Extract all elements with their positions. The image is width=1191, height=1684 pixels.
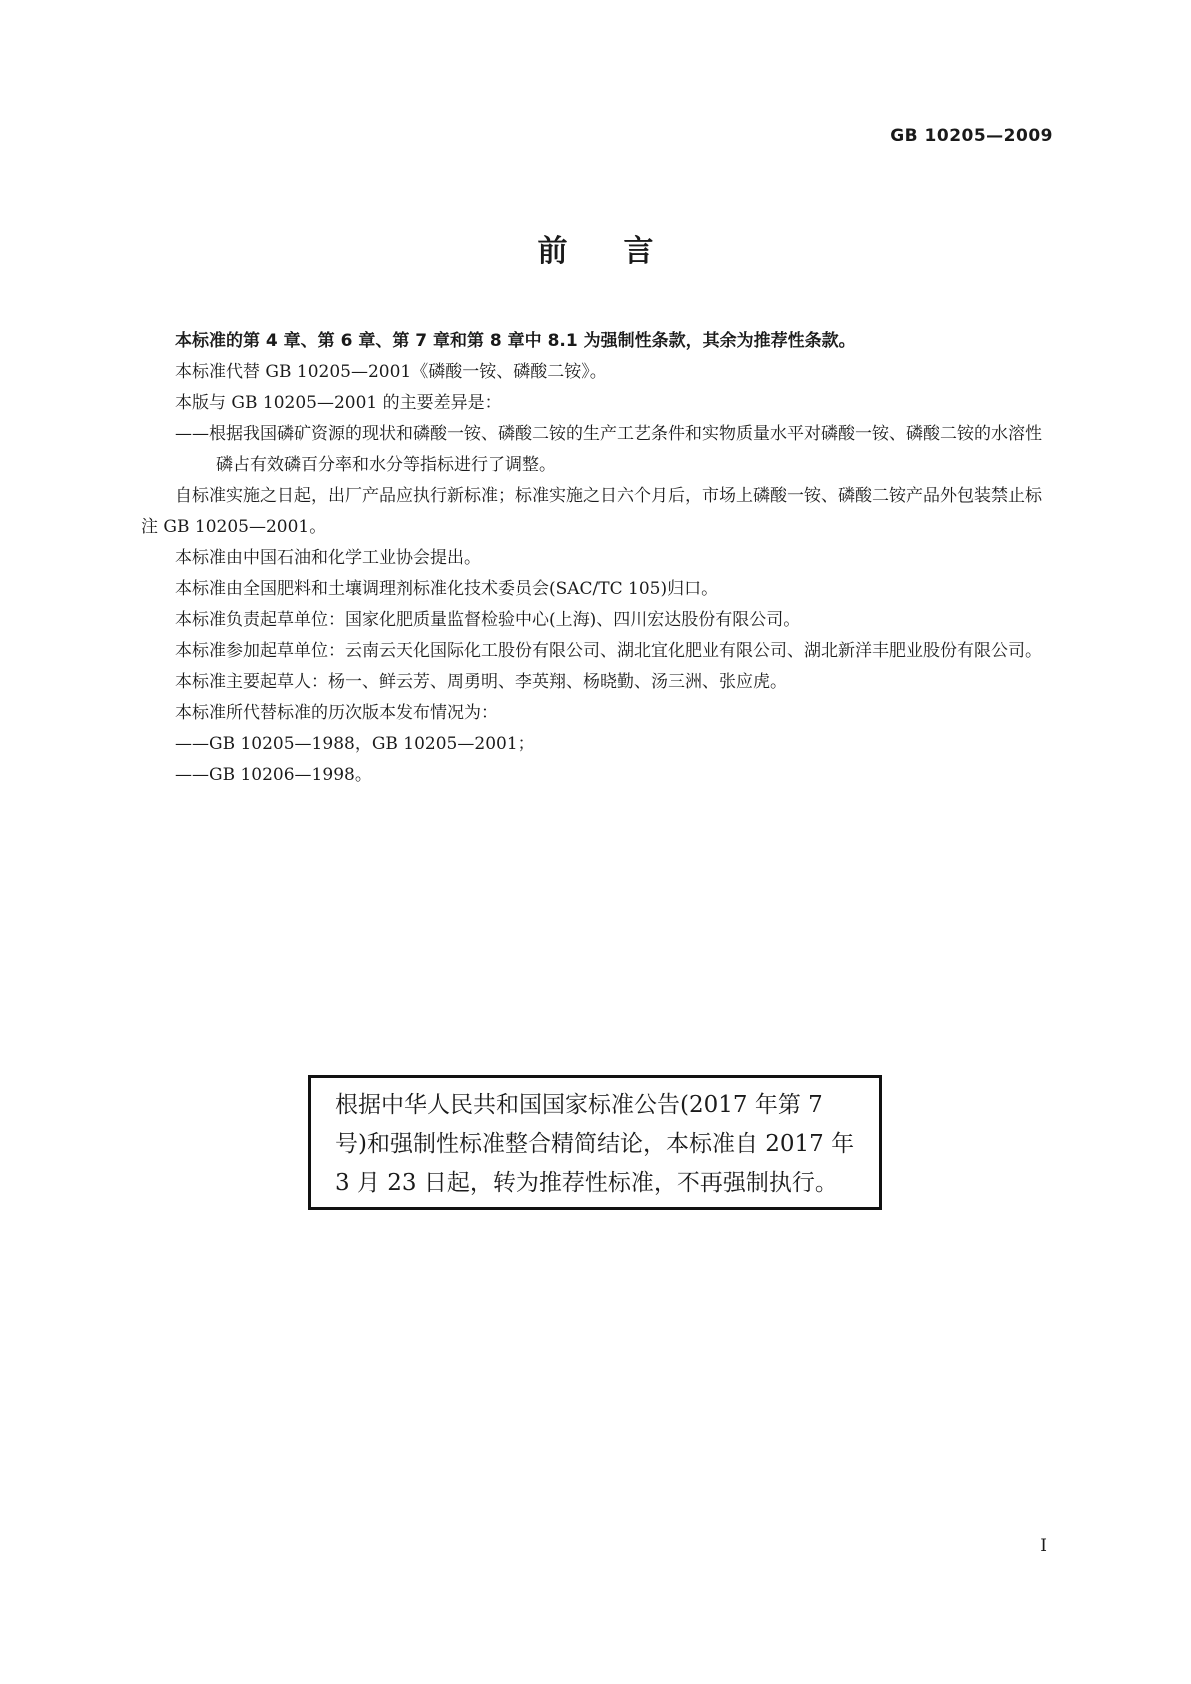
main-drafters: 本标准主要起草人：杨一、鲜云芳、周勇明、李英翔、杨晓勤、汤三洲、张应虎。 [175,672,787,692]
difference-item: ——根据我国磷矿资源的现状和磷酸一铵、磷酸二铵的生产工艺条件和实物质量水平对磷酸一铵、磷酸二铵的水溶性磷占有效磷百分率和水分等指标进行了调整。 [175,424,1042,475]
page-title: 前言 [537,234,710,269]
standard-code: GB 10205—2009 [890,126,1053,146]
drafting-unit-participating: 本标准参加起草单位：云南云天化国际化工股份有限公司、湖北宜化肥业有限公司、湖北新洋丰肥业股份有限公司。 [175,641,1042,661]
previous-edition-item: ——GB 10206—1998。 [175,765,372,785]
drafting-unit-responsible: 本标准负责起草单位：国家化肥质量监督检验中心(上海)、四川宏达股份有限公司。 [175,610,801,630]
implementation-statement: 自标准实施之日起，出厂产品应执行新标准；标准实施之日六个月后，市场上磷酸一铵、磷酸二铵产品外包装禁止标注 GB 10205—2001。 [141,486,1042,537]
previous-edition-item: ——GB 10205—1988，GB 10205—2001； [175,734,535,754]
foreword-body [141,326,1053,791]
proposer-statement: 本标准由中国石油和化学工业协会提出。 [175,548,481,568]
notice-box: 根据中华人民共和国国家标准公告(2017 年第 7 号)和强制性标准整合精简结论，本标准自 2017 年 3 月 23 日起，转为推荐性标准，不再强制执行。 [308,1075,882,1210]
page-number: I [1040,1536,1047,1556]
previous-editions-intro: 本标准所代替标准的历次版本发布情况为： [175,703,498,723]
differences-intro: 本版与 GB 10205—2001 的主要差异是： [175,393,502,413]
mandatory-clause-statement: 本标准的第 4 章、第 6 章、第 7 章和第 8 章中 8.1 为强制性条款，其余为推荐性条款。 [175,331,856,351]
centralized-statement: 本标准由全国肥料和土壤调理剂标准化技术委员会(SAC/TC 105)归口。 [175,579,719,599]
replacement-statement: 本标准代替 GB 10205—2001《磷酸一铵、磷酸二铵》。 [175,362,607,382]
